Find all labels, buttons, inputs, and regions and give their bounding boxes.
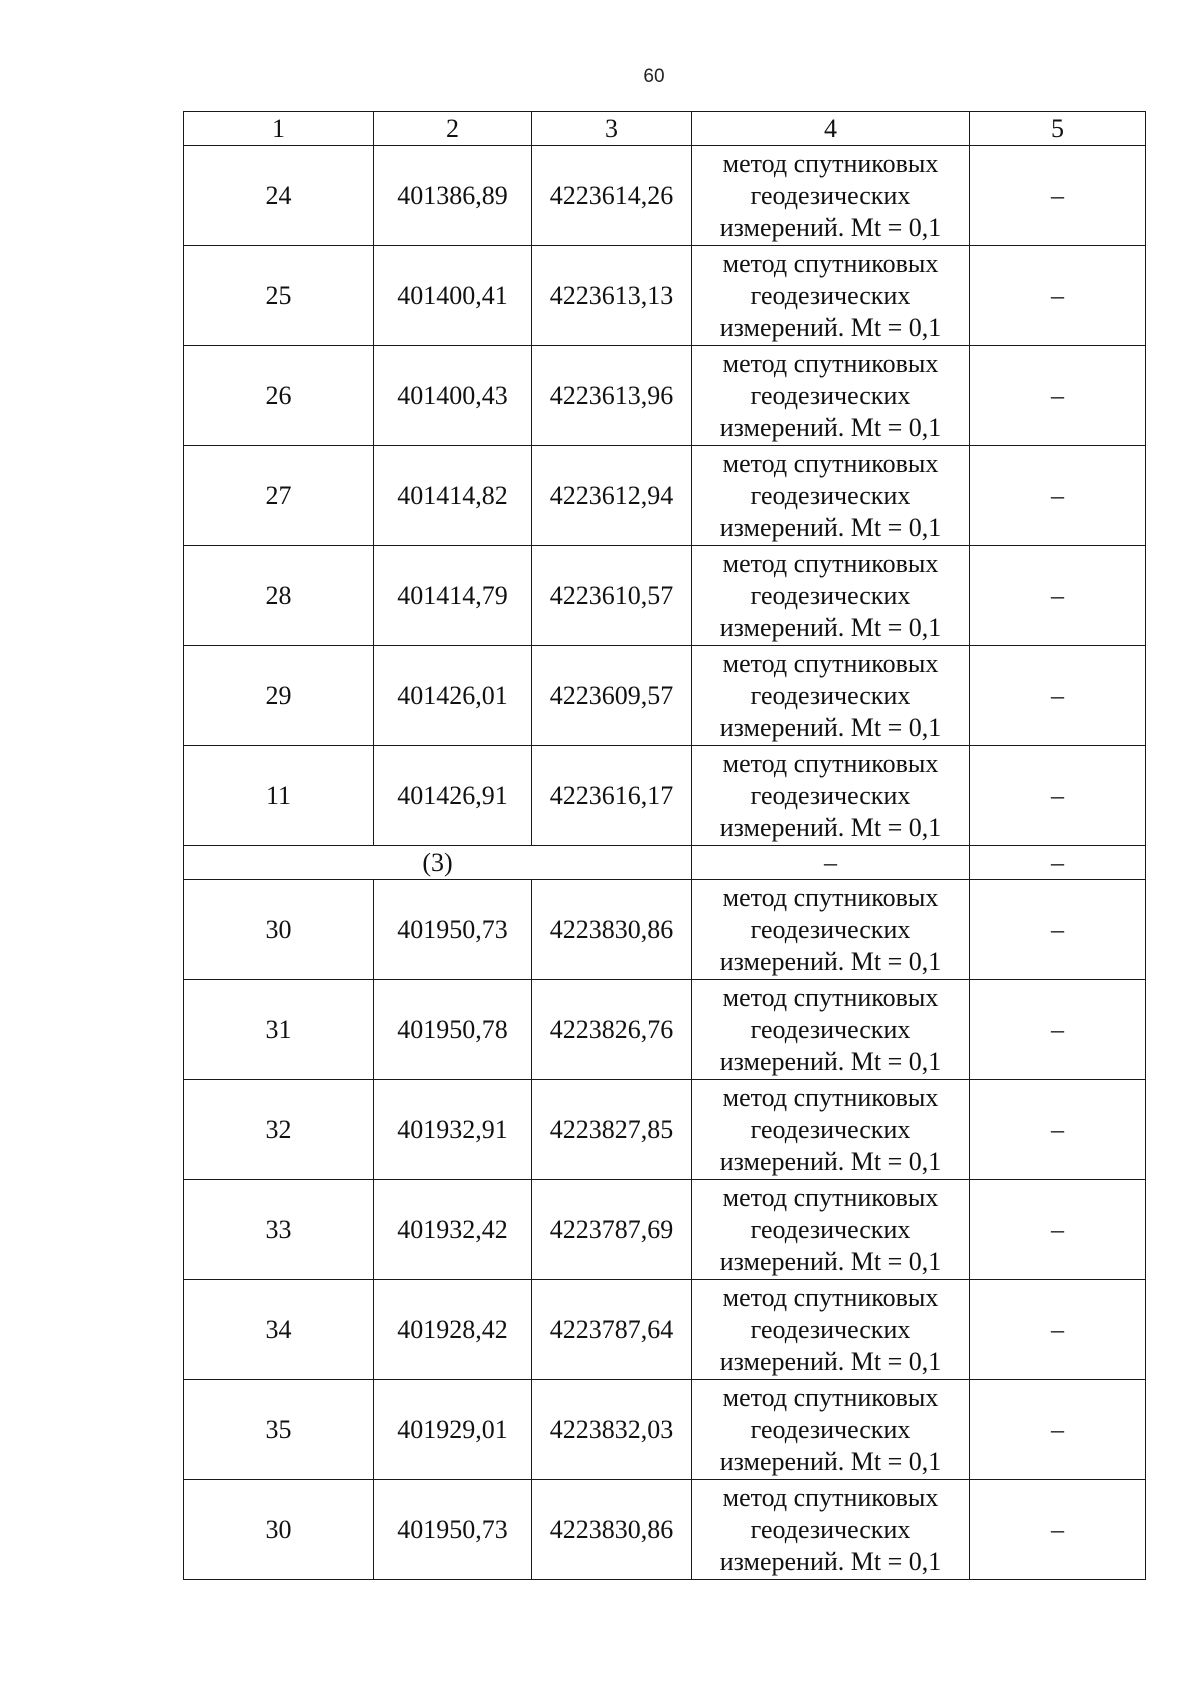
coordinate-y-cell: 4223830,86 bbox=[532, 880, 692, 980]
point-number-cell: 29 bbox=[184, 646, 374, 746]
point-number-cell: 11 bbox=[184, 746, 374, 846]
coordinate-y-cell: 4223609,57 bbox=[532, 646, 692, 746]
note-cell: – bbox=[970, 446, 1146, 546]
section-label-cell: (3) bbox=[184, 846, 692, 880]
table-row bbox=[184, 1380, 1146, 1480]
method-line: измерений. Mt = 0,1 bbox=[719, 612, 942, 642]
method-cell bbox=[692, 1180, 970, 1280]
method-line: метод спутниковых bbox=[722, 148, 939, 178]
method-line: метод спутниковых bbox=[722, 982, 939, 1012]
method-line: геодезических bbox=[750, 1114, 911, 1144]
coordinate-x-cell: 401400,41 bbox=[374, 246, 532, 346]
coordinate-y-cell: 4223610,57 bbox=[532, 546, 692, 646]
header-cell-4: 4 bbox=[692, 112, 970, 146]
method-cell bbox=[692, 1480, 970, 1580]
coordinate-y-cell: 4223827,85 bbox=[532, 1080, 692, 1180]
coordinate-x-cell: 401932,42 bbox=[374, 1180, 532, 1280]
point-number-cell: 28 bbox=[184, 546, 374, 646]
method-line: измерений. Mt = 0,1 bbox=[719, 1246, 942, 1276]
method-cell bbox=[692, 1080, 970, 1180]
method-line: метод спутниковых bbox=[722, 1082, 939, 1112]
method-line: измерений. Mt = 0,1 bbox=[719, 812, 942, 842]
method-cell bbox=[692, 746, 970, 846]
table-row bbox=[184, 1080, 1146, 1180]
coordinate-x-cell: 401950,73 bbox=[374, 1480, 532, 1580]
note-cell: – bbox=[970, 1180, 1146, 1280]
coordinate-y-cell: 4223787,64 bbox=[532, 1280, 692, 1380]
method-line: измерений. Mt = 0,1 bbox=[719, 212, 942, 242]
table-row bbox=[184, 880, 1146, 980]
method-line: геодезических bbox=[750, 680, 911, 710]
coordinate-y-cell: 4223832,03 bbox=[532, 1380, 692, 1480]
method-line: метод спутниковых bbox=[722, 882, 939, 912]
coordinate-x-cell: 401932,91 bbox=[374, 1080, 532, 1180]
method-line: метод спутниковых bbox=[722, 748, 939, 778]
method-cell bbox=[692, 1280, 970, 1380]
method-line: метод спутниковых bbox=[722, 648, 939, 678]
section-col5-cell: – bbox=[970, 846, 1146, 880]
table-row bbox=[184, 546, 1146, 646]
method-cell bbox=[692, 346, 970, 446]
method-line: измерений. Mt = 0,1 bbox=[719, 946, 942, 976]
coordinate-x-cell: 401950,78 bbox=[374, 980, 532, 1080]
method-line: геодезических bbox=[750, 580, 911, 610]
note-cell: – bbox=[970, 146, 1146, 246]
section-col4-cell: – bbox=[692, 846, 970, 880]
coordinate-x-cell: 401426,91 bbox=[374, 746, 532, 846]
table-row bbox=[184, 646, 1146, 746]
coordinate-y-cell: 4223613,96 bbox=[532, 346, 692, 446]
note-cell: – bbox=[970, 880, 1146, 980]
method-line: геодезических bbox=[750, 180, 911, 210]
point-number-cell: 25 bbox=[184, 246, 374, 346]
method-line: измерений. Mt = 0,1 bbox=[719, 1146, 942, 1176]
method-cell bbox=[692, 146, 970, 246]
table-row bbox=[184, 1180, 1146, 1280]
coordinate-y-cell: 4223787,69 bbox=[532, 1180, 692, 1280]
header-cell-3: 3 bbox=[532, 112, 692, 146]
point-number-cell: 31 bbox=[184, 980, 374, 1080]
coordinate-y-cell: 4223613,13 bbox=[532, 246, 692, 346]
note-cell: – bbox=[970, 1380, 1146, 1480]
method-cell bbox=[692, 246, 970, 346]
coordinate-x-cell: 401400,43 bbox=[374, 346, 532, 446]
method-cell bbox=[692, 546, 970, 646]
method-cell bbox=[692, 646, 970, 746]
method-line: метод спутниковых bbox=[722, 348, 939, 378]
coordinate-x-cell: 401426,01 bbox=[374, 646, 532, 746]
coordinate-x-cell: 401928,42 bbox=[374, 1280, 532, 1380]
header-cell-2: 2 bbox=[374, 112, 532, 146]
method-line: геодезических bbox=[750, 1414, 911, 1444]
method-cell bbox=[692, 980, 970, 1080]
method-line: метод спутниковых bbox=[722, 1282, 939, 1312]
method-line: геодезических bbox=[750, 1214, 911, 1244]
note-cell: – bbox=[970, 646, 1146, 746]
coordinate-x-cell: 401414,82 bbox=[374, 446, 532, 546]
table-body bbox=[184, 112, 1146, 1580]
note-cell: – bbox=[970, 346, 1146, 446]
point-number-cell: 35 bbox=[184, 1380, 374, 1480]
method-line: метод спутниковых bbox=[722, 448, 939, 478]
coordinate-y-cell: 4223616,17 bbox=[532, 746, 692, 846]
point-number-cell: 26 bbox=[184, 346, 374, 446]
method-cell bbox=[692, 880, 970, 980]
note-cell: – bbox=[970, 246, 1146, 346]
note-cell: – bbox=[970, 980, 1146, 1080]
coordinate-y-cell: 4223826,76 bbox=[532, 980, 692, 1080]
method-line: геодезических bbox=[750, 480, 911, 510]
method-cell bbox=[692, 446, 970, 546]
method-line: геодезических bbox=[750, 914, 911, 944]
point-number-cell: 27 bbox=[184, 446, 374, 546]
table-row bbox=[184, 346, 1146, 446]
header-cell-1: 1 bbox=[184, 112, 374, 146]
table-row bbox=[184, 746, 1146, 846]
coordinate-x-cell: 401950,73 bbox=[374, 880, 532, 980]
method-line: метод спутниковых bbox=[722, 1182, 939, 1212]
method-line: метод спутниковых bbox=[722, 248, 939, 278]
coordinate-y-cell: 4223614,26 bbox=[532, 146, 692, 246]
table-row bbox=[184, 146, 1146, 246]
method-line: метод спутниковых bbox=[722, 548, 939, 578]
coordinate-y-cell: 4223830,86 bbox=[532, 1480, 692, 1580]
method-line: метод спутниковых bbox=[722, 1382, 939, 1412]
method-line: метод спутниковых bbox=[722, 1482, 939, 1512]
table-row bbox=[184, 980, 1146, 1080]
method-line: измерений. Mt = 0,1 bbox=[719, 1546, 942, 1576]
point-number-cell: 33 bbox=[184, 1180, 374, 1280]
point-number-cell: 34 bbox=[184, 1280, 374, 1380]
table-header-row bbox=[184, 112, 1146, 146]
table-row bbox=[184, 446, 1146, 546]
table-row bbox=[184, 1280, 1146, 1380]
header-cell-5: 5 bbox=[970, 112, 1146, 146]
point-number-cell: 30 bbox=[184, 1480, 374, 1580]
note-cell: – bbox=[970, 1280, 1146, 1380]
coordinate-x-cell: 401929,01 bbox=[374, 1380, 532, 1480]
method-line: геодезических bbox=[750, 780, 911, 810]
method-line: геодезических bbox=[750, 1014, 911, 1044]
table-row bbox=[184, 1480, 1146, 1580]
method-line: геодезических bbox=[750, 280, 911, 310]
note-cell: – bbox=[970, 546, 1146, 646]
note-cell: – bbox=[970, 746, 1146, 846]
point-number-cell: 30 bbox=[184, 880, 374, 980]
coordinate-x-cell: 401414,79 bbox=[374, 546, 532, 646]
method-line: геодезических bbox=[750, 380, 911, 410]
coordinate-x-cell: 401386,89 bbox=[374, 146, 532, 246]
point-number-cell: 32 bbox=[184, 1080, 374, 1180]
method-line: измерений. Mt = 0,1 bbox=[719, 712, 942, 742]
method-line: геодезических bbox=[750, 1314, 911, 1344]
point-number-cell: 24 bbox=[184, 146, 374, 246]
method-line: измерений. Mt = 0,1 bbox=[719, 1046, 942, 1076]
coordinate-y-cell: 4223612,94 bbox=[532, 446, 692, 546]
method-line: геодезических bbox=[750, 1514, 911, 1544]
method-line: измерений. Mt = 0,1 bbox=[719, 1346, 942, 1376]
note-cell: – bbox=[970, 1480, 1146, 1580]
method-line: измерений. Mt = 0,1 bbox=[719, 512, 942, 542]
coordinates-table bbox=[183, 111, 1146, 1580]
section-row bbox=[184, 846, 1146, 880]
method-line: измерений. Mt = 0,1 bbox=[719, 1446, 942, 1476]
note-cell: – bbox=[970, 1080, 1146, 1180]
method-line: измерений. Mt = 0,1 bbox=[719, 412, 942, 442]
method-cell bbox=[692, 1380, 970, 1480]
table-row bbox=[184, 246, 1146, 346]
method-line: измерений. Mt = 0,1 bbox=[719, 312, 942, 342]
page-number: 60 bbox=[643, 66, 665, 87]
